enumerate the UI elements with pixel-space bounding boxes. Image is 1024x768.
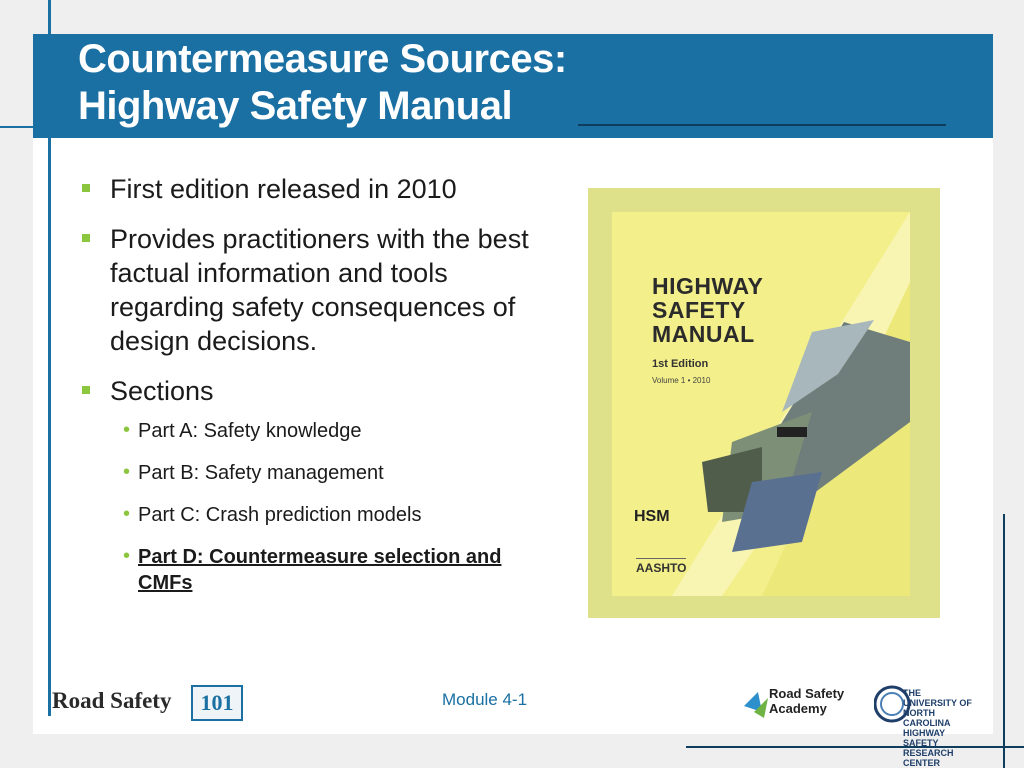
bullet-text: First edition released in 2010 xyxy=(110,174,457,204)
bullet-dot-icon: • xyxy=(123,503,131,525)
bullet-square-icon xyxy=(82,184,90,192)
bullet-dot-icon: • xyxy=(123,545,131,567)
section-text: Part A: Safety knowledge xyxy=(138,420,362,442)
page-title xyxy=(78,36,878,130)
road-safety-logo-text: Road Safety xyxy=(52,688,172,713)
aashto-logo: AASHTO xyxy=(636,558,686,575)
hsm-logo: HSM xyxy=(634,508,670,525)
section-text: Part D: Countermeasure selection and CMFs xyxy=(138,546,502,594)
bullet-square-icon xyxy=(82,386,90,394)
bullet-dot-icon: • xyxy=(123,461,131,483)
book-cover-art xyxy=(612,212,910,596)
bottom-right-rule xyxy=(686,746,1024,748)
section-text: Part C: Crash prediction models xyxy=(138,504,422,526)
bullet-list xyxy=(80,172,560,612)
bullet-item xyxy=(80,172,560,206)
section-item xyxy=(124,502,560,528)
section-item xyxy=(124,460,560,486)
book-edition: 1st Edition xyxy=(652,358,709,370)
book-cover-image xyxy=(612,212,910,596)
title-line-1: Countermeasure Sources: xyxy=(78,37,567,81)
sections-list xyxy=(110,418,560,596)
left-horizontal-rule xyxy=(0,126,80,128)
bullet-dot-icon: • xyxy=(123,419,131,441)
bullet-item xyxy=(80,374,560,596)
section-text: Part B: Safety management xyxy=(138,462,384,484)
hsrc-logo-text: THE UNIVERSITY OF NORTH CAROLINA HIGHWAY SAFETY RESEARCH CENTER xyxy=(903,688,972,768)
bullet-text: Sections xyxy=(110,376,214,406)
road-safety-academy-logo-text: Road Safety Academy xyxy=(769,686,845,716)
module-label: Module 4-1 xyxy=(442,690,528,709)
title-line-2: Highway Safety Manual xyxy=(78,84,513,128)
bullet-item xyxy=(80,222,560,358)
right-vertical-rule xyxy=(1003,514,1005,768)
section-item xyxy=(124,418,560,444)
book-volume: Volume 1 • 2010 xyxy=(652,376,711,385)
bullet-text: Provides practitioners with the best factual information and tools regarding safety consequences of design decisions. xyxy=(110,224,529,356)
section-item-highlighted xyxy=(124,544,528,596)
road-safety-101-badge: 101 xyxy=(191,685,243,721)
bullet-square-icon xyxy=(82,234,90,242)
book-title: HIGHWAY SAFETY MANUAL xyxy=(652,273,763,347)
left-vertical-rule xyxy=(48,0,51,716)
